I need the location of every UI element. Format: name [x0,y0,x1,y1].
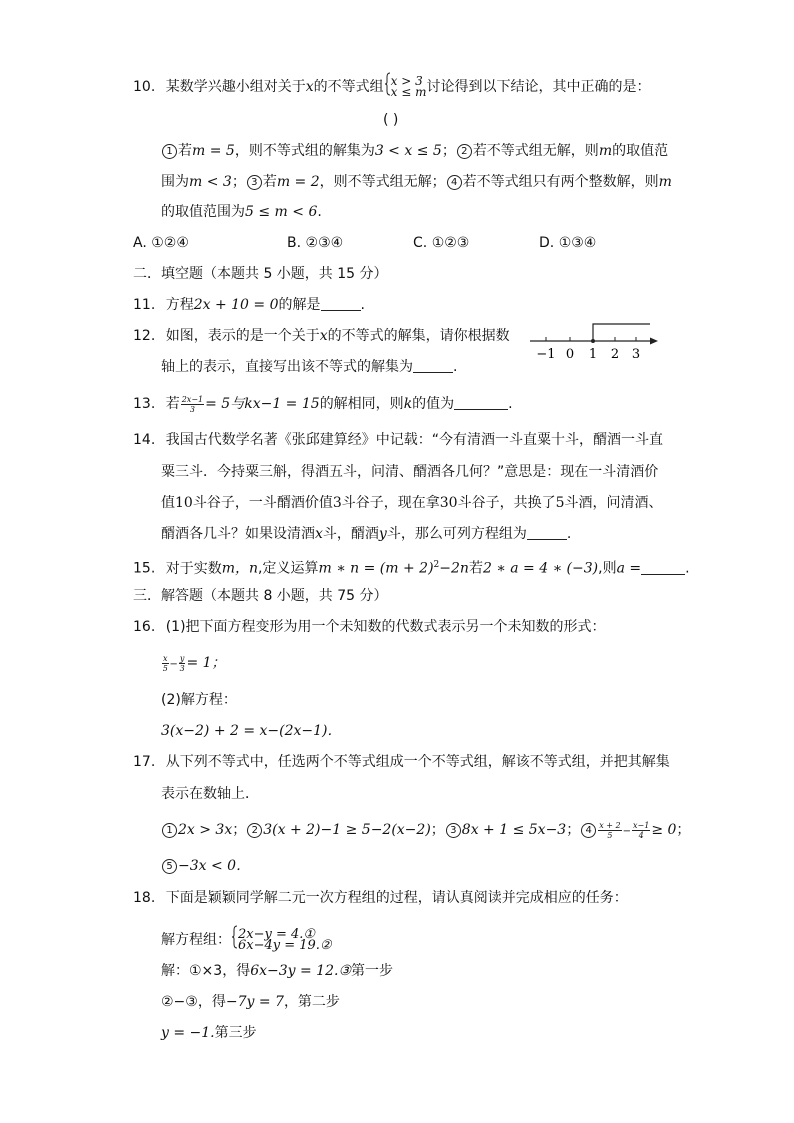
q17-inequality5: 5 −3x < 0． [161,856,250,876]
q17-inequalities: 1 2x > 3x； 2 3(x + 2)−1 ≥ 5−2(x−2)； 3 8x + 1 ≤ 5x−3； 4 $\frac{x + 2}{5}$ − $\frac{x-1}{4}$ ≥ 0； [161,820,690,842]
q10-option-c[interactable]: C. ①②③ [413,235,470,251]
circled-4-icon: 4 [581,823,596,838]
q11: 11. 方程2x + 10 = 0的解是 . [133,297,365,313]
q14-line3: 值10斗谷子，一斗醑酒价值3斗谷子，现在拿30斗谷子，共换了5斗酒，问清酒、 [161,495,663,511]
solid-endpoint [591,339,595,343]
q14-line1: 14. 我国古代数学名著《张邱建算经》中记载：“今有清酒一斗直粟十斗，醑酒一斗直 [133,432,663,448]
circled-2-icon: 2 [457,144,472,159]
answer-blank[interactable] [454,395,508,410]
q16-line1: 16. (1)把下面方程变形为用一个未知数的代数式表示另一个未知数的形式： [133,619,606,635]
q10-number: 10. [133,79,156,95]
fraction: $\frac{y}{3}$ [179,653,185,673]
circled-3-icon: 3 [247,175,262,190]
q13: 13. 若 $\frac{2x-1}{3}$ = 5与kx−1 = 15的解相同，则k的值为 . [133,394,513,414]
circled-2-icon: 2 [247,823,262,838]
section-3-heading: 三．解答题（本题共 8 小题，共 75 分） [133,588,388,604]
system-brace [231,925,238,955]
arrow-right-icon [650,338,658,345]
circled-5-icon: 5 [162,859,177,874]
q17-line2: 表示在数轴上． [161,786,259,802]
q10-statement-line1: 1 若m = 5，则不等式组的解集为3 < x ≤ 5； 2 若不等式组无解，则m的取值范 [161,141,668,161]
solution-set-bracket [593,324,650,341]
tick-label: −1 [536,347,556,362]
q10-option-b[interactable]: B. ②③④ [287,235,344,251]
tick-label: 1 [588,347,598,362]
section-2-heading: 二．填空题（本题共 5 小题，共 15 分） [133,266,388,282]
fraction: $\frac{x}{5}$ [162,653,168,673]
q10-statement-line3: 的取值范围为5 ≤ m < 6. [161,204,322,220]
q10-answer-paren: ( ) [383,112,399,128]
tick-label: 3 [631,347,641,362]
q15: 15. 对于实数m，n,定义运算m ∗ $n = (m + 2)^2-2n$若2 ∗ a = 4 ∗ (−3),则a = . [133,560,690,577]
q10-option-d[interactable]: D. ①③④ [539,235,597,251]
q10-statement-line2: 围为m < 3； 3 若m = 2，则不等式组无解； 4 若不等式组只有两个整数解，则m [161,174,672,190]
q18-step2: ②−③，得−7y = 7，第二步 [161,994,340,1010]
circled-4-icon: 4 [447,175,462,190]
answer-blank[interactable] [321,296,361,311]
q18-line1: 18. 下面是颖颖同学解二元一次方程组的过程，请认真阅读并完成相应的任务： [133,890,628,906]
fraction: $\frac{x-1}{4}$ [633,820,650,840]
circled-3-icon: 3 [446,823,461,838]
tick-label: 0 [565,347,575,362]
tick-label: 2 [610,347,620,362]
fraction: $\frac{x + 2}{5}$ [599,820,621,840]
q14-line2: 粟三斗．今持粟三斛，得酒五斗，问清、醑酒各几何？”意思是：现在一斗清酒价 [161,464,659,480]
circled-1-icon: 1 [162,823,177,838]
q14-line4: 醑酒各几斗？如果设清酒x斗，醑酒y斗，那么可列方程组为 . [161,526,572,542]
q16-equation1: $\frac{x}{5}$ − $\frac{y}{3}$ = 1； [162,653,226,673]
q18-system: 解方程组： 2x−y = 4.① 6x−4y = 19.② [161,927,332,953]
q17-line1: 17. 从下列不等式中，任选两个不等式组成一个不等式组，解该不等式组，并把其解集 [133,754,670,770]
system-brace [384,72,391,102]
circled-1-icon: 1 [162,144,177,159]
q18-step1: 解：①×3，得6x−3y = 12.③第一步 [161,963,393,979]
q16-equation2: 3(x−2) + 2 = x−(2x−1)． [161,723,342,739]
number-line-figure [530,318,662,362]
fraction: $\frac{2x-1}{3}$ [181,394,204,414]
q16-line3: (2)解方程： [161,692,237,708]
q12-line1: 12. 如图，表示的是一个关于x的不等式的解集，请你根据数 [133,328,510,344]
q10-system: x > 3 x ≤ m [390,74,427,99]
q12-line2: 轴上的表示，直接写出该不等式的解集为 . [161,359,458,375]
q10-stem: 10. 某数学兴趣小组对关于x的不等式组 x > 3 x ≤ m 讨论得到以下结论，其中正确的是： [133,72,650,102]
q10-option-a[interactable]: A. ①②④ [133,235,189,251]
answer-blank[interactable] [527,525,567,540]
answer-blank[interactable] [413,358,453,373]
answer-blank[interactable] [641,560,685,575]
q18-step3: y = −1.第三步 [161,1025,257,1041]
